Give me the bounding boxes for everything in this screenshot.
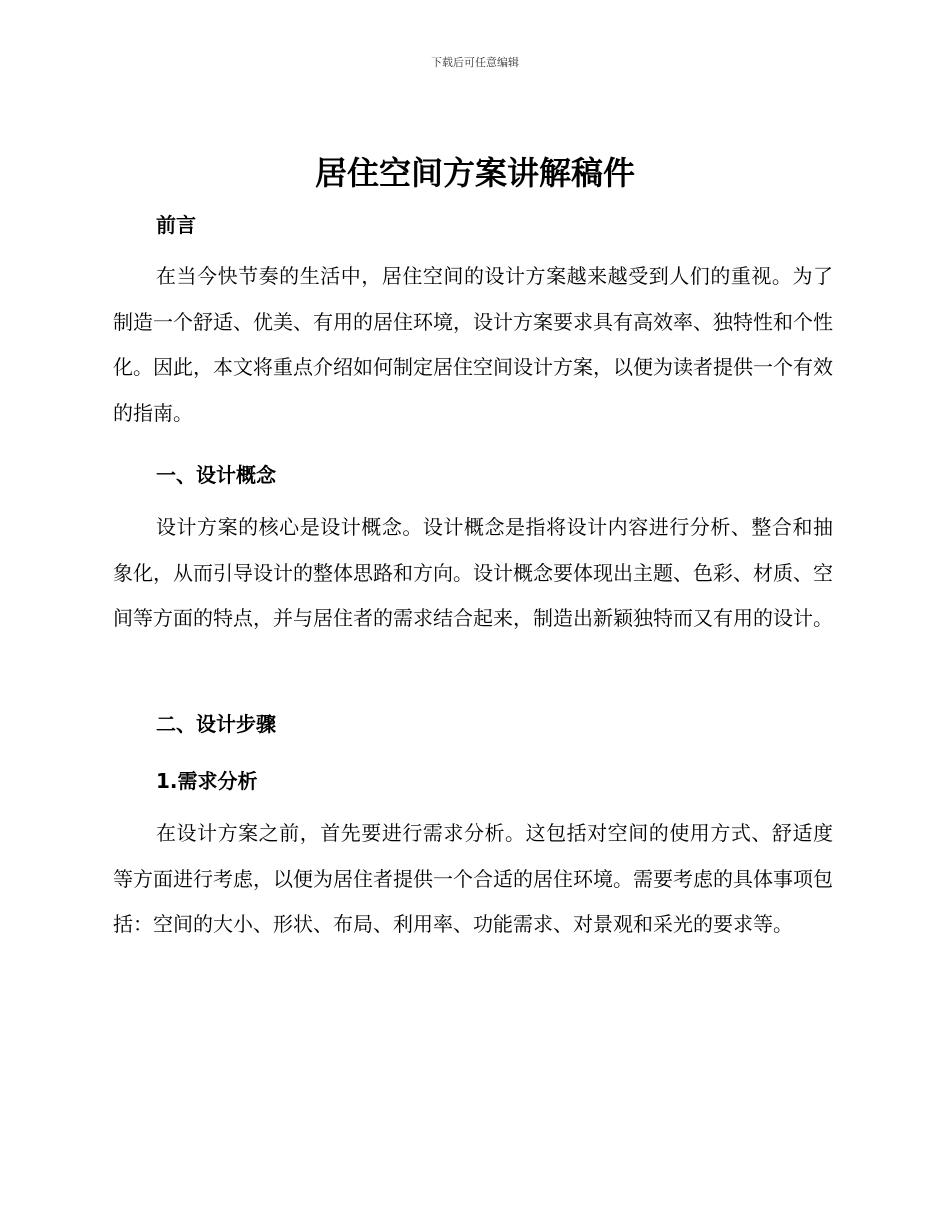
section-heading-design-steps: 二、设计步骤: [156, 712, 276, 736]
preface-paragraph: 在当今快节奏的生活中，居住空间的设计方案越来越受到人们的重视。为了制造一个舒适、优美、有用的居住环境，设计方案要求具有高效率、独特性和个性化。因此，本文将重点介绍如何制定居住空间设计方案，以便为读者提供一个有效的指南。: [113, 264, 833, 425]
needs-analysis-paragraph: 在设计方案之前，首先要进行需求分析。这包括对空间的使用方式、舒适度等方面进行考虑，以便为居住者提供一个合适的居住环境。需要考虑的具体事项包括：空间的大小、形状、布局、利用率、功能需求、对景观和采光的要求等。: [113, 821, 833, 937]
section-heading-design-concept: 一、设计概念: [156, 463, 276, 487]
preface-heading: 前言: [156, 213, 196, 237]
subsection-heading-needs-analysis: 1.需求分析: [156, 769, 258, 793]
design-concept-paragraph: 设计方案的核心是设计概念。设计概念是指将设计内容进行分析、整合和抽象化，从而引导设计的整体思路和方向。设计概念要体现出主题、色彩、材质、空间等方面的特点，并与居住者的需求结合起来，制造出新颖独特而又有用的设计。: [113, 515, 833, 631]
header-note: 下载后可任意编辑: [431, 56, 519, 69]
document-title: 居住空间方案讲解稿件: [314, 154, 635, 192]
